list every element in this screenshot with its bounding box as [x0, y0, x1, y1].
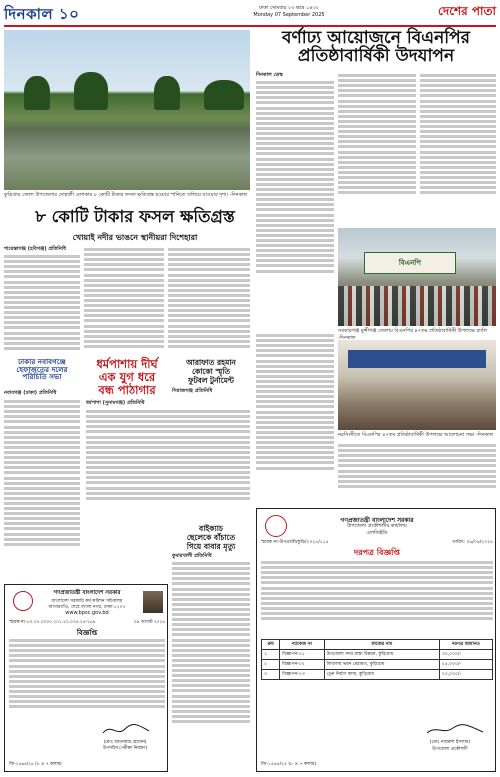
psc-designation: উপসচিব (পরীক্ষা নিয়ন্ত্রণ)	[102, 746, 148, 751]
lead-body-col3	[420, 72, 496, 224]
dharmapasha-byline: ধর্মপাশা (সুনামগঞ্জ) প্রতিনিধি	[86, 400, 145, 406]
psc-memo: স্মারক নং-৮০.০০.০০০০.২০১.২০.০৩৫.২৫-২৮৯	[9, 620, 96, 625]
table-cell: ড্রেন নির্মাণ কাজ, কুড়িগ্রাম	[324, 670, 439, 680]
masthead-logo: দিনকাল ১০	[4, 5, 80, 23]
table-cell: বিজ্ঞাপন-০২	[280, 660, 324, 670]
crops-subhead: খোয়াই নদীর ভাঙনে স্থানীয়রা দিশেহারা	[72, 233, 198, 242]
table-cell: বিজ্ঞাপন-০১	[280, 650, 324, 660]
table-cell: ১	[262, 650, 280, 660]
psc-body	[9, 637, 165, 721]
tender-date: তারিখ: ০৬/০৯/২০২৫	[452, 540, 493, 545]
crops-headline: ৮ কোটি টাকার ফসল ক্ষতিগ্রস্ত	[35, 207, 235, 226]
date-english: Monday 07 September 2025	[253, 12, 325, 18]
lead-headline: বর্ণাঢ্য আয়োজনে বিএনপির প্রতিষ্ঠাবার্ষিকী উদযাপন	[281, 28, 470, 66]
tender-signatory: (মোঃ নজরুল ইসলাম)	[429, 740, 471, 745]
football-byline: সিরাজগঞ্জ প্রতিনিধি	[172, 388, 213, 394]
portrait-photo	[143, 591, 163, 613]
tender-district: এলজিইডি	[366, 530, 388, 536]
psc-advertisement	[4, 584, 168, 772]
table-cell: ২০,০০০/-	[439, 670, 492, 680]
table-header-row	[262, 640, 493, 650]
psc-org: বাংলাদেশ সরকারি কর্ম কমিশন সচিবালয়	[51, 599, 123, 604]
masthead-rule	[4, 25, 496, 27]
table-row	[262, 660, 493, 670]
crops-body-col3	[168, 246, 250, 353]
lead-body-col4	[256, 332, 334, 502]
table-header: কাজের নাম	[324, 640, 439, 650]
rally-banner: বিএনপি	[364, 252, 456, 274]
dhaka-byline: নবাবগঞ্জ (ঢাকা) প্রতিনিধি	[4, 390, 57, 396]
dharmapasha-headline: ধর্মপাশায় দীর্ঘ এক যুগ ধরে বন্ধ পাঠাগার	[96, 357, 158, 397]
tender-signature	[425, 723, 485, 737]
meeting-photo-caption: নরসিংদীতে বিএনপির ৪৭তম প্রতিষ্ঠাবার্ষিকী উপলক্ষে আলোচনা সভা -দিনকাল	[338, 432, 494, 438]
section-title: দেশের পাতা	[438, 4, 496, 18]
table-cell: উপজেলা সদর রাস্তা উন্নয়ন, কুড়িগ্রাম	[324, 650, 439, 660]
table-cell: ৩০,০০০/-	[439, 650, 492, 660]
tender-memo: স্মারক নং-উপপ্রকৌ/কুড়ি/২০২৫/১১৫	[261, 540, 329, 545]
table-cell: ২৫,০০০/-	[439, 660, 492, 670]
psc-title: বিজ্ঞপ্তি	[76, 629, 98, 637]
table-cell: বিদ্যালয় ভবন মেরামত, কুড়িগ্রাম	[324, 660, 439, 670]
dhaka-body	[4, 398, 80, 578]
tender-title: দরপত্র বিজ্ঞপ্তি	[354, 548, 400, 557]
tender-body	[261, 559, 493, 635]
psc-signatory: (মোঃ আনোয়ার হোসেন)	[103, 740, 147, 745]
crops-byline: শায়েস্তাগঞ্জ (হবিগঞ্জ) প্রতিনিধি	[4, 246, 66, 252]
dharmapasha-body	[86, 408, 250, 520]
lead-body-col5	[338, 442, 496, 502]
football-headline: আরাফাত রহমান কোকো স্মৃতি ফুটবল টুর্নামেন্ট	[186, 358, 236, 385]
dhaka-headline: ঢাকার নবাবগঞ্জে হেফাজতের দলের পরিচিতি সভা	[16, 357, 68, 382]
school-headline: বাইক্যাচ ছেলেকে বাঁচাতে গিয়ে বাবার মৃত্যু	[186, 524, 236, 551]
masthead-date	[214, 5, 364, 19]
psc-govt: গণপ্রজাতন্ত্রী বাংলাদেশ সরকার	[53, 590, 121, 596]
govt-seal-icon	[13, 591, 33, 611]
flood-photo-caption: কুড়িগ্রাম জেলা উপজেলার দোহালী এলাকায় ৮ কোটি টাকার ফসল ক্ষতিগ্রস্ত হওয়ার পানিতে তলিয়ে যাওয়ার দৃশ্য। -দিনকাল	[4, 192, 248, 198]
school-body	[172, 560, 250, 760]
crops-body-col1	[4, 253, 80, 353]
table-header: ক্রম	[262, 640, 280, 650]
date-bengali: ঢাকা সোমবার ২৩ ভাদ্র ১৪৩২	[258, 5, 320, 11]
tender-designation: উপজেলা প্রকৌশলী	[432, 747, 468, 752]
psc-date: ০৯ আগস্ট ২০২৫	[133, 620, 165, 625]
lead-byline: দিনকাল ডেস্ক	[256, 72, 283, 78]
tender-advertisement	[256, 508, 496, 772]
table-cell: বিজ্ঞাপন-০৩	[280, 670, 324, 680]
table-cell: ৩	[262, 670, 280, 680]
flood-photo	[4, 30, 250, 190]
rally-photo-caption: সরকারগঞ্জ মুন্সীগঞ্জ জেলায় বিএনপির ৪৭তম প্রতিষ্ঠাবার্ষিকী উপলক্ষে র‍্যালি -দিনকাল	[338, 328, 488, 341]
lged-seal-icon	[265, 515, 287, 537]
table-row	[262, 650, 493, 660]
table-header: প্যাকেজ নং	[280, 640, 324, 650]
lead-body-col1	[256, 79, 334, 319]
school-byline: কুমারখালী প্রতিনিধি	[172, 553, 212, 559]
psc-ad-number: জি-১৫৬৪/২৫ (৮ × ৭ কলাম)	[9, 762, 62, 767]
rally-photo	[338, 228, 496, 326]
psc-website: www.bpsc.gov.bd	[65, 610, 109, 616]
tender-ad-number: জি-১৫৬৫/২৫ (৮ × ৭ কলাম)	[261, 762, 317, 767]
tender-table	[261, 639, 493, 680]
psc-signature	[101, 723, 151, 737]
lead-body-col2	[338, 72, 416, 224]
psc-address: আগারগাঁও, শেরে বাংলা নগর, ঢাকা-১২০৭	[48, 605, 126, 610]
table-header: দরপত্র জামানত	[439, 640, 492, 650]
table-cell: ২	[262, 660, 280, 670]
tender-govt: গণপ্রজাতন্ত্রী বাংলাদেশ সরকার	[340, 517, 414, 524]
table-row	[262, 670, 493, 680]
tender-office: উপজেলা প্রকৌশলীর কার্যালয়	[347, 523, 407, 529]
crops-body-col2	[84, 246, 164, 353]
meeting-photo	[338, 340, 496, 430]
